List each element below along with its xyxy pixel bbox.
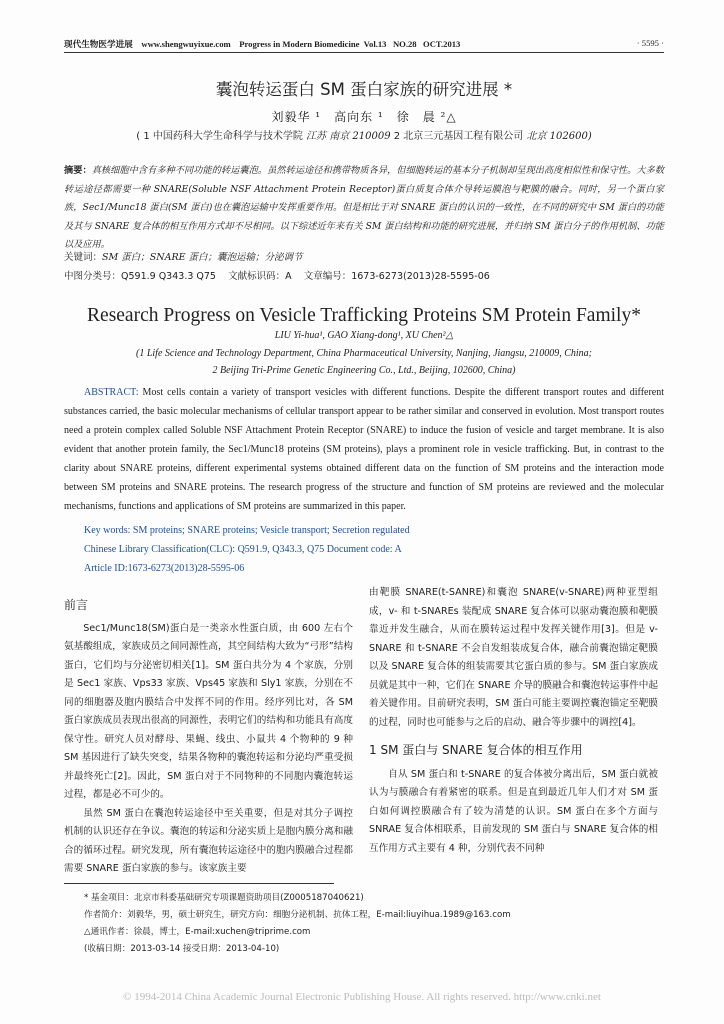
keywords-cn-text: SM 蛋白；SNARE 蛋白；囊泡运输；分泌调节 — [102, 252, 303, 263]
abstract-en — [64, 383, 664, 516]
footnote-corresponding: △通讯作者：徐晨，博士，E-mail:xuchen@triprime.com — [84, 927, 311, 937]
section-1-heading: 1 SM 蛋白与 SNARE 复合体的相互作用 — [369, 743, 583, 757]
intro-heading: 前言 — [64, 598, 89, 612]
running-header — [64, 38, 664, 50]
affil-cn-city-1: 江苏 南京 210009 — [306, 131, 391, 142]
abstract-cn-label: 摘要： — [64, 165, 92, 176]
footnote-rule — [64, 883, 334, 884]
affiliation-en-1: (1 Life Science and Technology Department, China Pharmaceutical University, Nanjing, Jiangsu, 210009, China; — [136, 348, 592, 359]
clc-cn-value: Q591.9 Q343.3 Q75 — [121, 271, 216, 282]
abstract-cn — [64, 162, 664, 255]
title-en: Research Progress on Vesicle Trafficking Proteins SM Protein Family* — [87, 305, 641, 326]
intro-paragraph-2: 虽然 SM 蛋白在囊泡转运途径中至关重要，但是对其分子调控机制的认识还存在争议。囊泡的转运和分泌实质上是胞内膜分离和融合的循环过程。研究发现，所有囊泡转运途径中的胞内膜融合过程都需要 SNARE 蛋白家族的参与。该家族主要 — [64, 807, 353, 874]
article-cn-label: 文章编号： — [303, 271, 352, 282]
doc-cn-label: 文献标识码： — [228, 271, 286, 282]
affil-cn-city-2: 北京 102600) — [526, 131, 592, 142]
doc-cn-value: A — [285, 271, 292, 282]
footnote-dates: (收稿日期：2013-03-14 接受日期：2013-04-10) — [84, 944, 280, 954]
intro-paragraph-3: 由靶膜 SNARE(t-SANRE)和囊泡 SNARE(v-SNARE)两种亚型组成，v- 和 t-SNAREs 装配成 SNARE 复合体可以驱动囊泡膜和靶膜靠近并发生融合，从而在膜转运过程中发挥关键作用[3]。但是 v-SNARE 和 t-SNARE 不会自发组装成复合体，融合前囊泡锚定靶膜以及 SNARE 复合体的组装需要其它蛋白质的参与。SM 蛋白家族成员就是其中一种，它们在 SNARE 介导的膜融合和囊泡转运事件中起着关键作用。目前研究表明，SM 蛋白可能主要调控囊泡锚定至靶膜的过程，同时也可能参与之后的启动、融合等步骤中的调控[4]。 — [369, 587, 658, 728]
authors-cn: 刘毅华 ¹ 高向东 ¹ 徐 晨 ²△ — [271, 110, 457, 124]
affil-cn-1: ( 1 中国药科大学生命科学与技术学院 — [136, 131, 303, 142]
keywords-cn — [64, 249, 664, 263]
article-id-en: Article ID:1673-6273(2013)28-5595-06 — [84, 563, 245, 574]
article-cn-value: 1673-6273(2013)28-5595-06 — [351, 271, 490, 282]
abstract-cn-text: 真核细胞中含有多种不同功能的转运囊泡。虽然转运途径和携带物质各异，但细胞转运的基本分子机制却呈现出高度相似性和保守性。大多数转运途径都需要一种 SNARE(Soluble NSF Attachment Protein Receptor)蛋白质复合体介导转运膜泡与靶膜的融合。同时，另一个蛋白家族，Sec1/Munc18 蛋白(SM 蛋白)也在囊泡运输中发挥重要作用。但是相比于对 SNARE 蛋白的认识的一致性，在不同的研究中 SM 蛋白的功能及其与 SNARE 复合体的相互作用方式却不尽相同。以下综述近年来有关 SM 蛋白结构和功能的研究进展，并归纳 SM 蛋白分子的作用机制、功能以及应用。 — [64, 165, 665, 250]
affiliation-en-2: 2 Beijing Tri-Prime Genetic Engineering Co., Ltd., Beijing, 102600, China) — [212, 365, 516, 376]
body-right-column — [369, 584, 658, 858]
journal-number: NO.28 — [392, 39, 417, 49]
clc-cn-label: 中图分类号： — [64, 271, 122, 282]
footnote-author: 作者简介：刘毅华，男，硕士研究生，研究方向：细胞分泌机制、抗体工程，E-mail:liuyihua.1989@163.com — [84, 910, 511, 920]
footnote-fund: * 基金项目：北京市科委基础研究专项课题资助项目(Z0005187040621) — [84, 893, 364, 903]
page-number: · 5595 · — [636, 38, 664, 48]
section-1-paragraph: 自从 SM 蛋白和 t-SNARE 的复合体被分离出后，SM 蛋白就被认为与膜融合有着紧密的联系。但是直到最近几年人们才对 SM 蛋白如何调控膜融合有了较为清楚的认识。SM 蛋白在多个方面与 SNRAE 复合体相联系，目前发现的 SM 蛋白与 SNARE 复合体的相互作用方式主要有 4 种，分别代表不同种 — [369, 768, 658, 854]
journal-name-en: Progress in Modern Biomedicine — [239, 39, 360, 49]
copyright-footer: © 1994-2014 China Academic Journal Electronic Publishing House. All rights reserved. http://www.cnki.net — [123, 991, 601, 1003]
keywords-en: Key words: SM proteins; SNARE proteins; Vesicle transport; Secretion regulated — [84, 525, 410, 536]
classification-en: Chinese Library Classification(CLC): Q591.9, Q343.3, Q75 Document code: A — [84, 544, 402, 555]
journal-site: www.shengwuyixue.com — [141, 39, 231, 49]
header-rule — [64, 52, 664, 53]
keywords-cn-label: 关键词： — [64, 252, 103, 263]
journal-date: OCT.2013 — [423, 39, 461, 49]
title-cn: 囊泡转运蛋白 SM 蛋白家族的研究进展 * — [215, 80, 513, 99]
affil-cn-2: 2 北京三元基因工程有限公司 — [393, 131, 524, 142]
journal-name-cn: 现代生物医学进展 — [64, 39, 133, 49]
abstract-en-label: ABSTRACT: — [84, 387, 139, 398]
classification-cn — [64, 268, 664, 282]
affiliation-cn — [64, 127, 664, 142]
abstract-en-text: Most cells contain a variety of transport vesicles with different functions. Despite the different transport routes and different substances carried, the basic molecular mechanisms of cellular transport appear to be rather similar and conserved in evolution. Most transport routes need a protein complex called Soluble NSF Attachment Protein Receptor (SNARE) to induce the fusion of vesicle and target membrane. It is also evident that another protein family, the Sec1/Munc18 proteins (SM proteins), plays a prominent role in vesicle trafficking. But, in contrast to the clarity about SNARE proteins, different experimental systems obtained different data on the function of SM proteins and the interaction mode between SM proteins and SNARE proteins. The research progress of the structure and function of SM proteins are reviewed and the molecular mechanisms, functions and applications of SM proteins are summarized in this paper. — [64, 387, 665, 512]
authors-en: LIU Yi-hua¹, GAO Xiang-dong¹, XU Chen²△ — [274, 330, 454, 341]
body-left-column — [64, 596, 353, 879]
journal-volume: Vol.13 — [363, 39, 387, 49]
intro-paragraph-1: Sec1/Munc18(SM)蛋白是一类亲水性蛋白质，由 600 左右个氨基酸组成，家族成员之间同源性高，其空间结构大致为“弓形”结构蛋白，它们均与分泌密切相关[1]。SM 蛋白共分为 4 个家族，分别是 Sec1 家族、Vps33 家族、Vps45 家族和 Sly1 家族，分别在不同的细胞器及胞内膜结合中发挥不同的作用。经序列比对，各 SM 蛋白家族成员表现出很高的同源性，表明它们的结构和功能具有高度保守性。研究人员对酵母、果蝇、线虫、小鼠共 4 个物种的 9 种 SM 基因进行了缺失突变，结果各物种的囊泡转运和分泌均严重受损并最终死亡[2]。因此，SM 蛋白对于不同物种的不同胞内囊泡转运过程，都是必不可少的。 — [64, 622, 353, 800]
